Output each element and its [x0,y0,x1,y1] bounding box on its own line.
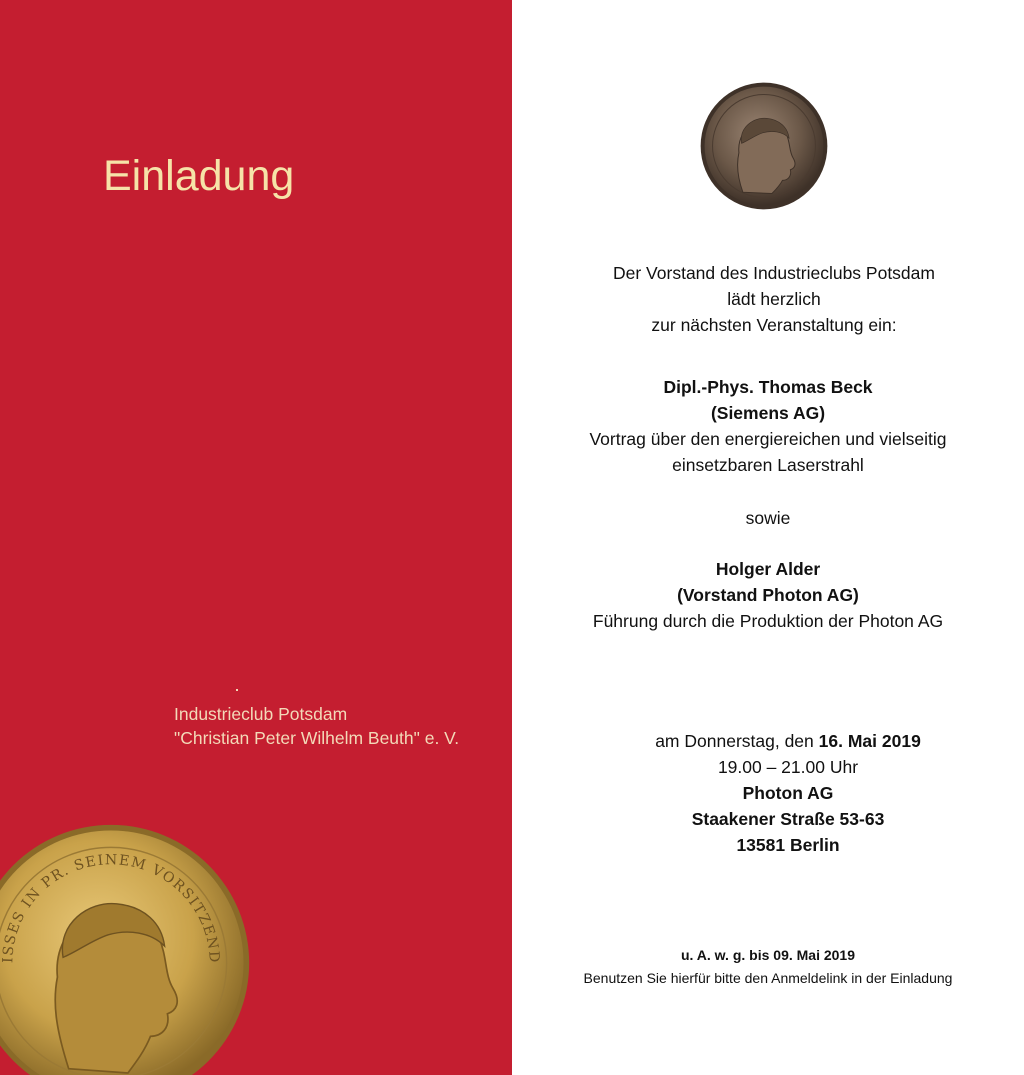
event-time: 19.00 – 21.00 Uhr [717,757,859,777]
speaker-2 [512,556,1024,634]
intro-text [518,260,1024,338]
event-city: 13581 Berlin [736,835,840,855]
event-details [532,728,1024,858]
intro-line-1: Der Vorstand des Industrieclubs Potsdam [613,263,935,283]
speaker-1-name: Dipl.-Phys. Thomas Beck [663,377,873,397]
speaker-2-name: Holger Alder [715,559,821,579]
decorative-dot [236,689,238,691]
speaker-1 [512,374,1024,478]
club-name [174,702,459,750]
connector-text: sowie [745,508,791,528]
event-date-line [532,728,1024,754]
club-name-line-2: "Christian Peter Wilhelm Beuth" e. V. [174,728,460,748]
right-white-panel [512,0,1024,1075]
medal-inscription: ISSES IN PR. SEINEM VORSITZEND [0,852,222,965]
event-day-prefix: am Donnerstag, den [655,731,819,751]
event-date: 16. Mai 2019 [818,731,921,751]
event-street: Staakener Straße 53-63 [691,809,885,829]
intro-line-3: zur nächsten Veranstaltung ein: [651,315,897,335]
speaker-2-topic: Führung durch die Produktion der Photon AG [592,611,944,631]
rsvp-section [512,944,1024,990]
invitation-title: Einladung [103,152,295,200]
club-name-line-1: Industrieclub Potsdam [174,704,348,724]
speaker-2-company: (Vorstand Photon AG) [677,585,859,605]
rsvp-deadline: u. A. w. g. bis 09. Mai 2019 [680,947,856,963]
intro-line-2: lädt herzlich [727,289,821,309]
rsvp-note: Benutzen Sie hierfür bitte den Anmeldelink in der Einladung [583,970,953,986]
event-venue: Photon AG [742,783,834,803]
speaker-1-topic-line-2: einsetzbaren Laserstrahl [672,455,864,475]
gold-medal-portrait-image [0,822,252,1075]
speaker-1-company: (Siemens AG) [710,403,826,423]
speaker-1-topic-line-1: Vortrag über den energiereichen und vielseitig [589,429,947,449]
bronze-medal-portrait-image [698,80,830,212]
